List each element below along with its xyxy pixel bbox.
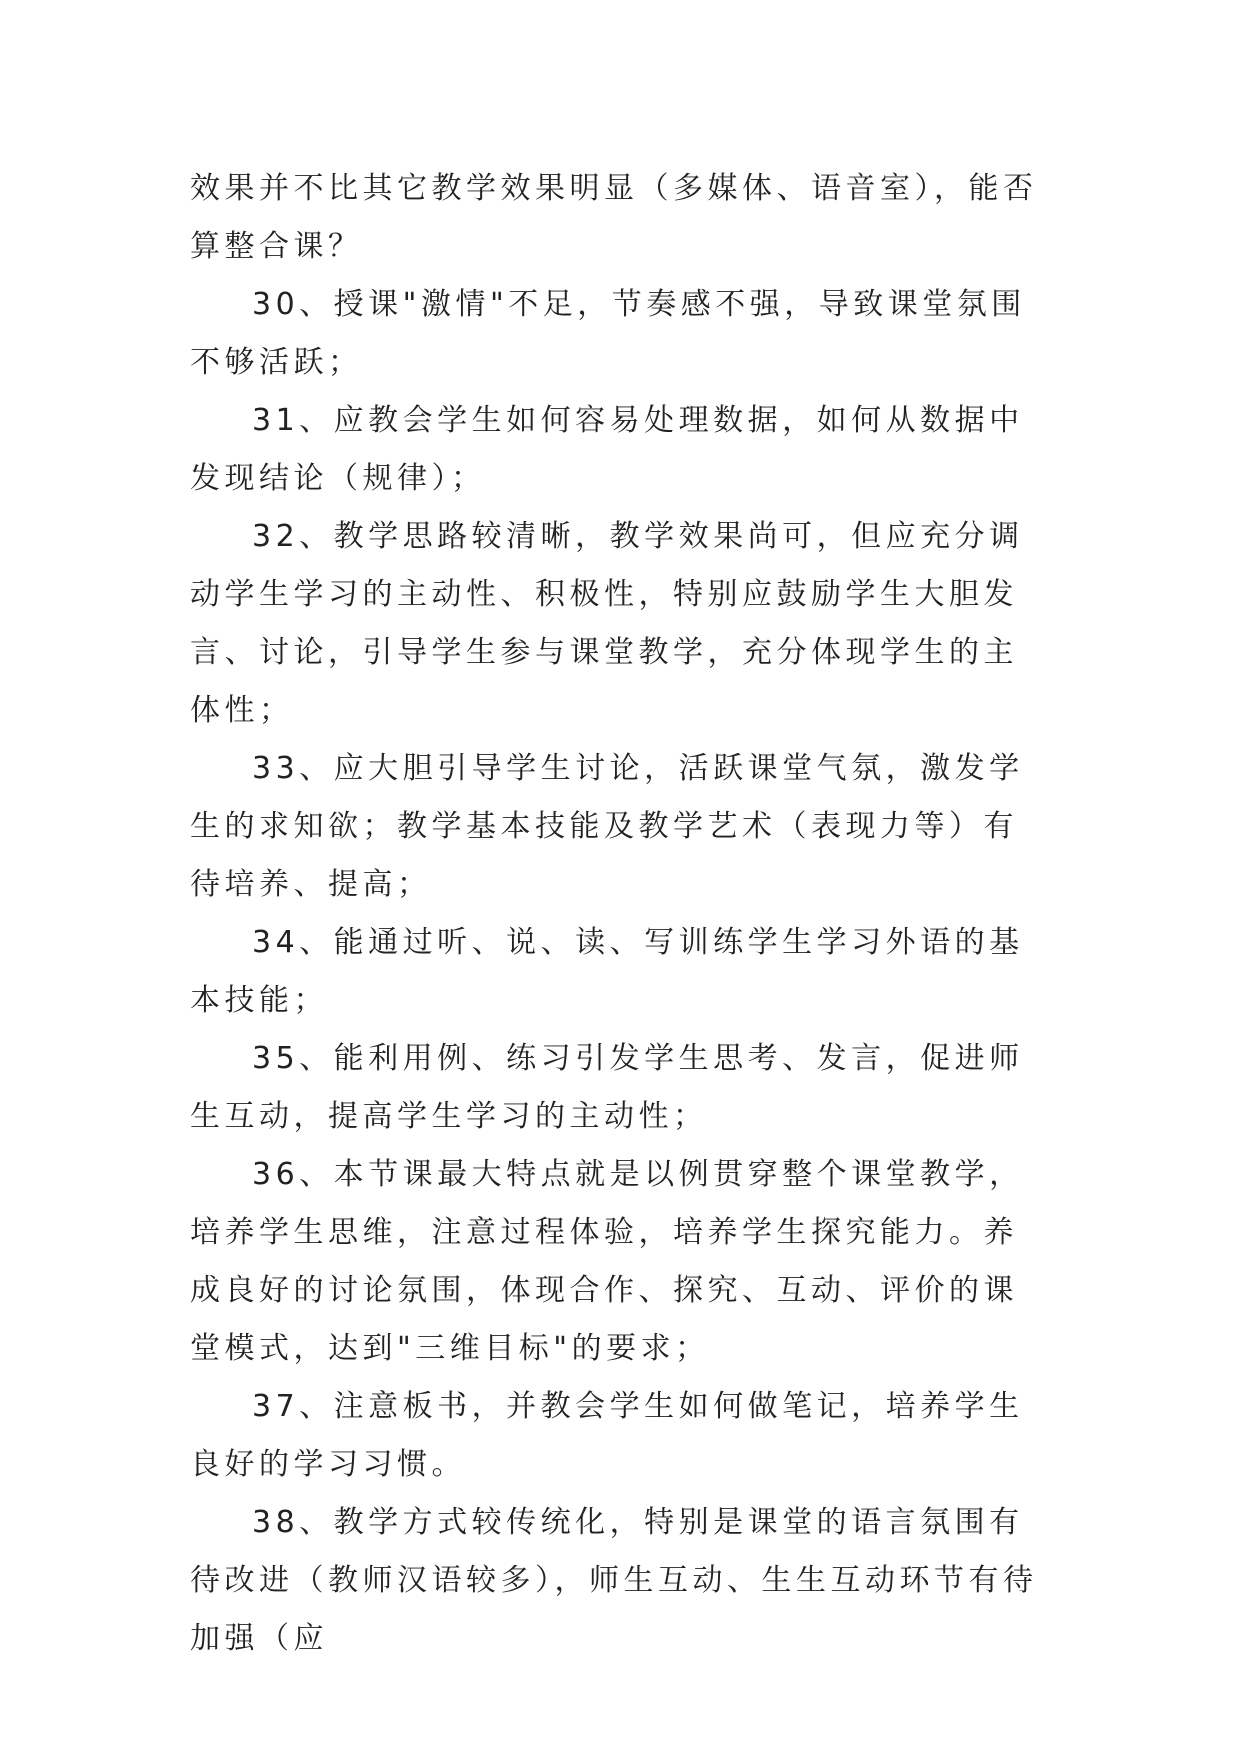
paragraph-item-38: 38、教学方式较传统化，特别是课堂的语言氛围有待改进（教师汉语较多），师生互动、生生互动环节有待加强（应 (190, 1505, 1038, 1656)
paragraph-item-33: 33、应大胆引导学生讨论，活跃课堂气氛，激发学生的求知欲；教学基本技能及教学艺术（表现力等）有待培养、提高； (190, 751, 1024, 902)
paragraph-item-35: 35、能利用例、练习引发学生思考、发言，促进师生互动，提高学生学习的主动性； (190, 1041, 1024, 1134)
paragraph-item-36: 36、本节课最大特点就是以例贯穿整个课堂教学，培养学生思维，注意过程体验，培养学生探究能力。养成良好的讨论氛围，体现合作、探究、互动、评价的课堂模式，达到"三维目标"的要求； (190, 1157, 1024, 1366)
document-body (190, 160, 1050, 1668)
paragraph-item-37: 37、注意板书，并教会学生如何做笔记，培养学生良好的学习习惯。 (190, 1389, 1024, 1482)
paragraph-continuation: 效果并不比其它教学效果明显（多媒体、语音室），能否算整合课？ (190, 171, 1038, 264)
paragraph-item-34: 34、能通过听、说、读、写训练学生学习外语的基本技能； (190, 925, 1024, 1018)
paragraph-item-31: 31、应教会学生如何容易处理数据，如何从数据中发现结论（规律）； (190, 403, 1024, 496)
paragraph-item-32: 32、教学思路较清晰，教学效果尚可，但应充分调动学生学习的主动性、积极性，特别应鼓励学生大胆发言、讨论，引导学生参与课堂教学，充分体现学生的主体性； (190, 519, 1024, 728)
paragraph-item-30: 30、授课"激情"不足，节奏感不强，导致课堂氛围不够活跃； (190, 287, 1026, 380)
